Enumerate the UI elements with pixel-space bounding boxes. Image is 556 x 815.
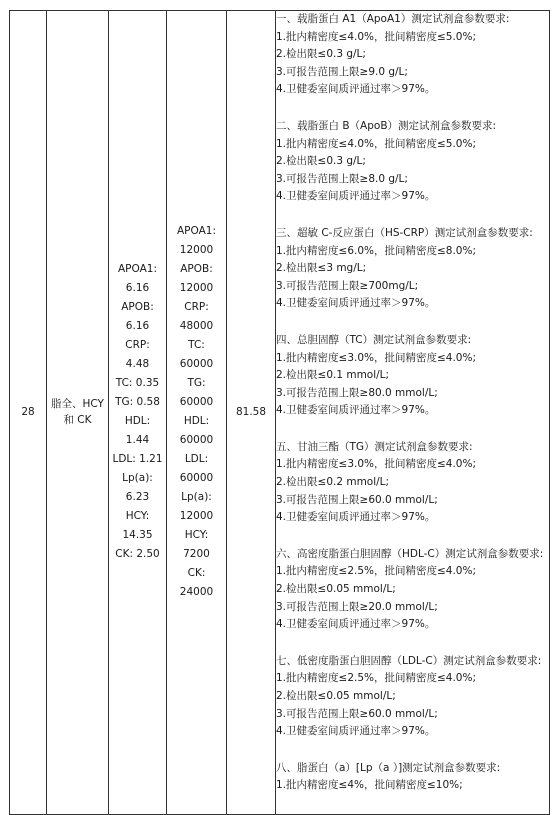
value-a-line: TG: 0.58: [115, 396, 160, 409]
value-b-line: TC:: [188, 339, 205, 352]
item-name: [47, 11, 109, 815]
requirement-line: 1.批内精密度≤3.0%，批间精密度≤4.0%;: [276, 351, 477, 364]
requirement-line: 1.批内精密度≤2.5%，批间精密度≤4.0%;: [276, 565, 477, 578]
value-a-line: HCY:: [125, 510, 150, 523]
value-a-line: 4.48: [125, 358, 150, 371]
value-a-line: APOB:: [121, 301, 154, 314]
requirements-cell: [276, 11, 550, 815]
requirement-line: 3.可报告范围上限≥60.0 mmol/L;: [276, 707, 438, 720]
requirement-block: [276, 439, 549, 527]
value-a-line: CRP:: [125, 339, 150, 352]
value-a-line: 6.16: [125, 320, 150, 333]
requirement-title: 四、总胆固醇（TC）测定试剂盒参数要求:: [276, 333, 472, 346]
value-b-line: 12000: [179, 282, 214, 295]
value-a-line: 6.16: [125, 282, 150, 295]
requirement-line: 2.检出限≤0.1 mmol/L;: [276, 369, 390, 382]
value-b-line: 48000: [179, 320, 214, 333]
requirement-block: [276, 546, 549, 634]
requirement-line: 2.检出限≤0.3 g/L;: [276, 155, 366, 168]
requirement-line: 4.卫健委室间质评通过率＞97%。: [276, 725, 436, 738]
requirement-line: 1.批内精密度≤6.0%，批间精密度≤8.0%;: [276, 244, 477, 257]
spec-table: [9, 10, 550, 815]
value-b-line: 7200: [183, 548, 210, 561]
requirement-line: 3.可报告范围上限≥8.0 g/L;: [276, 172, 408, 185]
score-cell: 81.58: [227, 11, 276, 815]
value-b-line: HDL:: [183, 415, 210, 428]
value-a-line: HDL:: [124, 415, 151, 428]
requirement-title: 五、甘油三酯（TG）测定试剂盒参数要求:: [276, 440, 473, 453]
table-row: [10, 11, 550, 815]
requirement-line: 3.可报告范围上限≥80.0 mmol/L;: [276, 386, 438, 399]
requirement-line: 4.卫健委室间质评通过率＞97%。: [276, 83, 436, 96]
value-a-line: 1.44: [125, 434, 150, 447]
requirement-line: 4.卫健委室间质评通过率＞97%。: [276, 404, 436, 417]
requirement-line: 4.卫健委室间质评通过率＞97%。: [276, 297, 436, 310]
requirement-line: 2.检出限≤3 mg/L;: [276, 262, 367, 275]
value-a-line: APOA1:: [118, 263, 157, 276]
value-b-line: LDL:: [184, 453, 209, 466]
requirement-line: 3.可报告范围上限≥20.0 mmol/L;: [276, 600, 438, 613]
value-b-line: 60000: [179, 434, 214, 447]
value-b-line: 60000: [179, 396, 214, 409]
value-b-line: 60000: [179, 472, 214, 485]
requirement-line: 2.检出限≤0.05 mmol/L;: [276, 690, 396, 702]
requirement-title: 二、载脂蛋白 B（ApoB）测定试剂盒参数要求:: [276, 119, 497, 132]
requirement-title: 六、高密度脂蛋白胆固醇（HDL-C）测定试剂盒参数要求:: [276, 547, 544, 560]
requirement-block: [276, 760, 549, 795]
value-b-line: 60000: [179, 358, 214, 371]
row-number: 28: [10, 11, 47, 815]
value-b-line: Lp(a):: [181, 491, 212, 504]
item-name-line: 和 CK: [63, 414, 92, 427]
requirement-line: 3.可报告范围上限≥60.0 mmol/L;: [276, 493, 438, 506]
value-b-line: 24000: [179, 586, 214, 599]
value-b-line: APOB:: [180, 263, 213, 276]
value-a-line: LDL: 1.21: [112, 453, 163, 466]
requirement-title: 三、超敏 C-反应蛋白（HS-CRP）测定试剂盒参数要求:: [276, 226, 533, 239]
requirement-line: 4.卫健委室间质评通过率＞97%。: [276, 511, 436, 524]
value-b-line: HCY:: [184, 529, 209, 542]
requirement-line: 1.批内精密度≤3.0%，批间精密度≤4.0%;: [276, 458, 477, 471]
value-a-line: TC: 0.35: [115, 377, 160, 390]
requirement-line: 3.可报告范围上限≥9.0 g/L;: [276, 65, 408, 78]
value-a-line: CK: 2.50: [115, 548, 160, 561]
value-b-line: TG:: [187, 377, 206, 390]
value-a-line: Lp(a):: [122, 472, 153, 485]
values-col-b: [167, 11, 227, 815]
requirement-block: [276, 118, 549, 206]
item-name-line: 脂全、HCY: [51, 398, 104, 411]
requirement-block: [276, 11, 549, 99]
requirement-block: [276, 332, 549, 420]
requirement-line: 2.检出限≤0.05 mmol/L;: [276, 583, 396, 596]
requirement-line: 1.批内精密度≤4.0%，批间精密度≤5.0%;: [276, 30, 477, 43]
requirement-line: 3.可报告范围上限≥700mg/L;: [276, 279, 419, 292]
value-b-line: CRP:: [184, 301, 209, 314]
requirement-line: 2.检出限≤0.2 mmol/L;: [276, 476, 390, 489]
requirement-title: 八、脂蛋白（a）[Lp（a ）]测定试剂盒参数要求:: [276, 761, 501, 774]
requirement-line: 4.卫健委室间质评通过率＞97%。: [276, 618, 436, 631]
requirement-block: [276, 225, 549, 313]
value-a-line: 14.35: [122, 529, 153, 542]
requirement-block: [276, 653, 549, 741]
values-col-a: [109, 11, 167, 815]
value-a-line: 6.23: [125, 491, 150, 504]
requirement-title: 一、载脂蛋白 A1（ApoA1）测定试剂盒参数要求:: [276, 13, 510, 25]
requirement-line: 1.批内精密度≤2.5%，批间精密度≤4.0%;: [276, 672, 477, 685]
value-b-line: APOA1:: [177, 225, 216, 238]
value-b-line: 12000: [179, 510, 214, 523]
requirement-line: 1.批内精密度≤4.0%，批间精密度≤5.0%;: [276, 137, 477, 150]
requirement-line: 1.批内精密度≤4%，批间精密度≤10%;: [276, 779, 463, 792]
requirement-title: 七、低密度脂蛋白胆固醇（LDL-C）测定试剂盒参数要求:: [276, 654, 542, 667]
value-b-line: 12000: [179, 244, 214, 257]
requirement-line: 4.卫健委室间质评通过率＞97%。: [276, 190, 436, 203]
value-b-line: CK:: [187, 567, 206, 580]
requirement-line: 2.检出限≤0.3 g/L;: [276, 48, 366, 61]
